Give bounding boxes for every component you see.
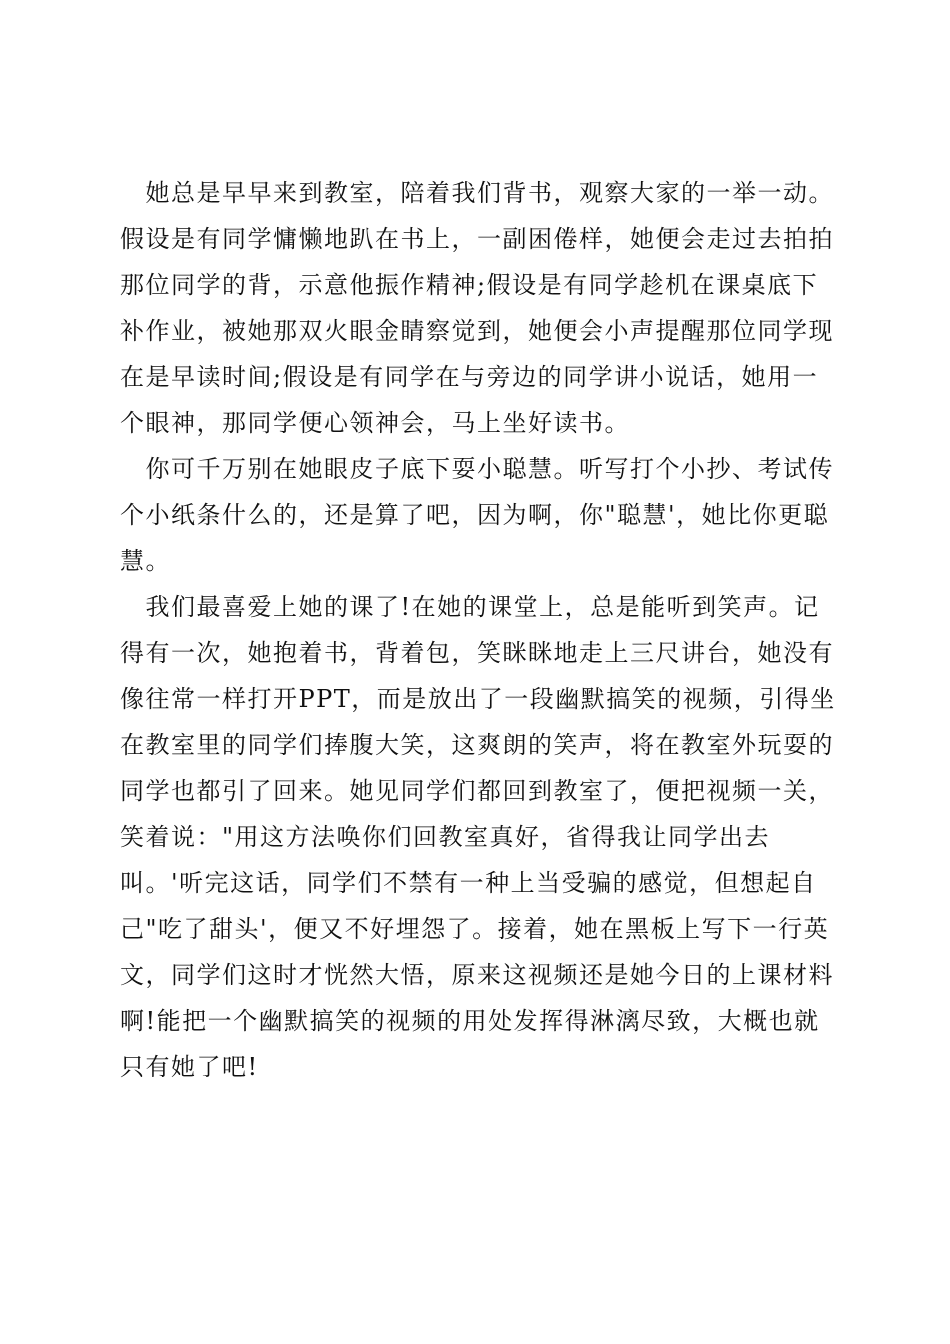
- text-line: 我们最喜爱上她的课了!在她的课堂上，总是能听到笑声。记: [120, 593, 820, 621]
- text-line: 补作业，被她那双火眼金睛察觉到，她便会小声提醒那位同学现: [120, 317, 834, 345]
- text-line: 笑着说："用这方法唤你们回教室真好，省得我让同学出去: [120, 823, 771, 851]
- text-line: 己"吃了甜头'，便又不好埋怨了。接着，她在黑板上写下一行英: [120, 915, 830, 943]
- text-line: 她总是早早来到教室，陪着我们背书，观察大家的一举一动。: [120, 179, 834, 207]
- text-line: 叫。'听完这话，同学们不禁有一种上当受骗的感觉，但想起自: [120, 869, 817, 897]
- text-line: 个小纸条什么的，还是算了吧，因为啊，你"聪慧'，她比你更聪: [120, 501, 830, 529]
- text-line: 啊!能把一个幽默搞笑的视频的用处发挥得淋漓尽致，大概也就: [120, 1007, 820, 1035]
- text-line: 得有一次，她抱着书，背着包，笑眯眯地走上三尺讲台，她没有: [120, 639, 834, 667]
- paragraph-2: [120, 446, 840, 584]
- text-line: 那位同学的背，示意他振作精神;假设是有同学趁机在课桌底下: [120, 271, 819, 299]
- text-line: 同学也都引了回来。她见同学们都回到教室了，便把视频一关，: [120, 777, 834, 805]
- text-line: 文，同学们这时才恍然大悟，原来这视频还是她今日的上课材料: [120, 961, 834, 989]
- text-line: 在教室里的同学们捧腹大笑，这爽朗的笑声，将在教室外玩耍的: [120, 731, 834, 759]
- text-line: 个眼神，那同学便心领神会，马上坐好读书。: [120, 409, 630, 437]
- paragraph-1: [120, 170, 840, 446]
- text-line: 慧。: [120, 547, 171, 575]
- text-line: 像往常一样打开PPT，而是放出了一段幽默搞笑的视频，引得坐: [120, 685, 836, 713]
- document-body: [120, 170, 840, 1090]
- text-line: 在是早读时间;假设是有同学在与旁边的同学讲小说话，她用一: [120, 363, 819, 391]
- text-line: 你可千万别在她眼皮子底下耍小聪慧。听写打个小抄、考试传: [120, 455, 834, 483]
- text-line: 假设是有同学慵懒地趴在书上，一副困倦样，她便会走过去拍拍: [120, 225, 834, 253]
- paragraph-3: [120, 584, 840, 1090]
- text-line: 只有她了吧!: [120, 1053, 259, 1081]
